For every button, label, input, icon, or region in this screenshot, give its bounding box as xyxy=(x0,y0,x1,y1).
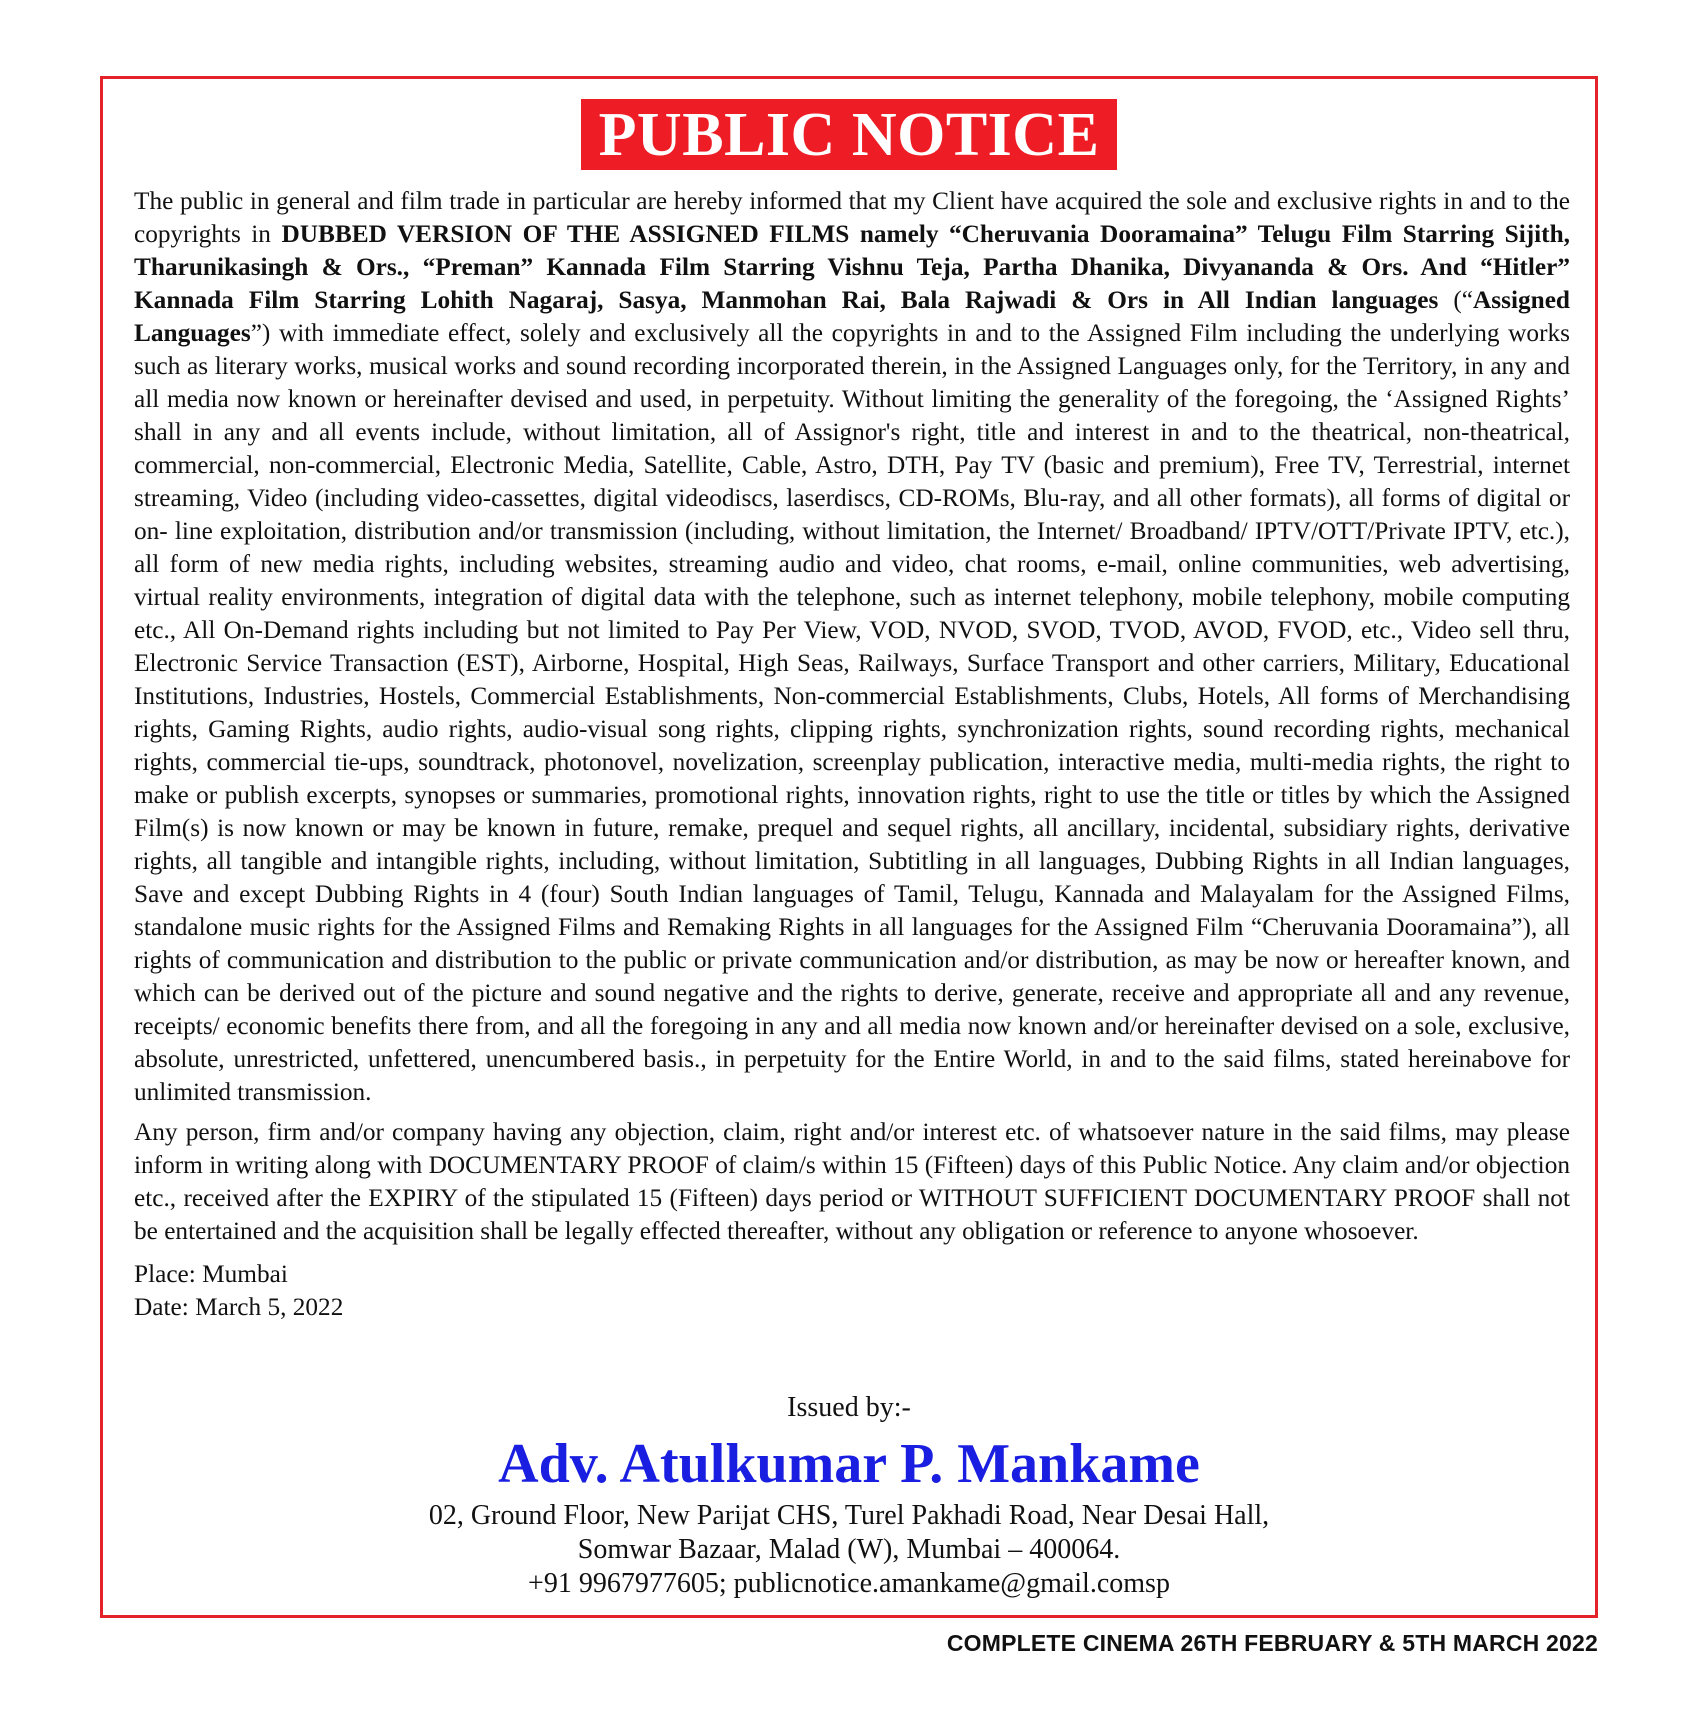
para1-text-1: The public in general and film trade in particular are hereby informed that my Client have acquired the sole and exclusive rights in and to the copyrights in xyxy=(134,187,1570,248)
notice-title: PUBLIC NOTICE xyxy=(581,99,1118,170)
notice-paragraph-1 xyxy=(134,185,1570,1109)
publication-footer: COMPLETE CINEMA 26TH FEBRUARY & 5TH MARCH 2022 xyxy=(946,1630,1598,1656)
para1-text-3: ”) with immediate effect, solely and exclusively all the copyrights in and to the Assigned Film including the underlying works such as literary works, musical works and sound recording incorporated therein, in the Assigned Languages only, for the Territory, in any and all media now known or hereinafter devised and used, in perpetuity. Without limiting the generality of the foregoing, the ‘Assigned Rights’ shall in any and all events include, without limitation, all of Assignor's right, title and interest in and to the theatrical, non-theatrical, commercial, non-commercial, Electronic Media, Satellite, Cable, Astro, DTH, Pay TV (basic and premium), Free TV, Terrestrial, internet streaming, Video (including video-cassettes, digital videodiscs, laserdiscs, CD-ROMs, Blu-ray, and all other formats), all forms of digital or on- line exploitation, distribution and/or transmission (including, without limitation, the Internet/ Broadband/ IPTV/OTT/Private IPTV, etc.), all form of new media rights, including websites, streaming audio and video, chat rooms, e-mail, online communities, web advertising, virtual reality environments, integration of digital data with the telephone, such as internet telephony, mobile telephony, mobile computing etc., All On-Demand rights including but not limited to Pay Per View, VOD, NVOD, SVOD, TVOD, AVOD, FVOD, etc., Video sell thru, Electronic Service Transaction (EST), Airborne, Hospital, High Seas, Railways, Surface Transport and other carriers, Military, Educational Institutions, Industries, Hostels, Commercial Establishments, Non-commercial Establishments, Clubs, Hotels, All forms of Merchandising rights, Gaming Rights, audio rights, audio-visual song rights, clipping rights, synchronization rights, sound recording rights, mechanical rights, commercial tie-ups, soundtrack, photonovel, novelization, screenplay publication, interactive media, multi-media rights, the right to make or publish excerpts, synopses or summaries, promotional rights, innovation rights, right to use the title or titles by which the Assigned Film(s) is now known or may be known in future, remake, prequel and sequel rights, all ancillary, incidental, subsidiary rights, derivative rights, all tangible and intangible rights, including, without limitation, Subtitling in all languages, Dubbing Rights in all Indian languages, Save and except Dubbing Rights in 4 (four) South Indian languages of Tamil, Telugu, Kannada and Malayalam for the Assigned Films, standalone music rights for the Assigned Films and Remaking Rights in all languages for the Assigned Film “Cheruvania Dooramaina”), all rights of communication and distribution to the public or private communication and/or distribution, as may be now or hereafter known, and which can be derived out of the picture and sound negative and the rights to derive, generate, receive and appropriate all and any revenue, receipts/ economic benefits there from, and all the foregoing in any and all media now known and/or hereinafter devised on a sole, exclusive, absolute, unrestricted, unfettered, unencumbered basis., in perpetuity for the Entire World, in and to the said films, stated hereinabove for unlimited transmission. xyxy=(134,319,1570,1106)
contact-line: +91 9967977605; publicnotice.amankame@gmail.comsp xyxy=(528,1568,1170,1599)
title-wrap xyxy=(103,99,1595,170)
date-line: Date: March 5, 2022 xyxy=(134,1293,344,1321)
para1-bold-films: DUBBED VERSION OF THE ASSIGNED FILMS namely “Cheruvania Dooramaina” Telugu Film Starring Sijith, Tharunikasingh & Ors., “Preman” Kannada Film Starring Vishnu Teja, Partha Dhanika, Divyananda & Ors. And “Hitler” Kannada Film Starring Lohith Nagaraj, Sasya, Manmohan Rai, Bala Rajwadi & Ors in All Indian languages xyxy=(134,220,1570,314)
para1-text-2: (“ xyxy=(1438,286,1473,314)
notice-body xyxy=(134,185,1570,1324)
place-date-block xyxy=(134,1258,1570,1324)
issuer-name: Adv. Atulkumar P. Mankame xyxy=(498,1433,1200,1495)
address-line-2: Somwar Bazaar, Malad (W), Mumbai – 400064. xyxy=(577,1534,1121,1565)
para1-bold-assigned-languages: Assigned Languages xyxy=(134,286,1570,347)
public-notice-box xyxy=(100,76,1598,1618)
notice-paragraph-2: Any person, firm and/or company having any objection, claim, right and/or interest etc. of whatsoever nature in the said films, may please inform in writing along with DOCUMENTARY PROOF of claim/s within 15 (Fifteen) days of this Public Notice. Any claim and/or objection etc., received after the EXPIRY of the stipulated 15 (Fifteen) days period or WITHOUT SUFFICIENT DOCUMENTARY PROOF shall not be entertained and the acquisition shall be legally effected thereafter, without any obligation or reference to anyone whosoever. xyxy=(134,1118,1570,1245)
issued-by-label: Issued by:- xyxy=(787,1392,911,1423)
place-line: Place: Mumbai xyxy=(134,1260,288,1288)
issuer-address-block xyxy=(103,1499,1595,1601)
address-line-1: 02, Ground Floor, New Parijat CHS, Turel Pakhadi Road, Near Desai Hall, xyxy=(428,1500,1270,1531)
